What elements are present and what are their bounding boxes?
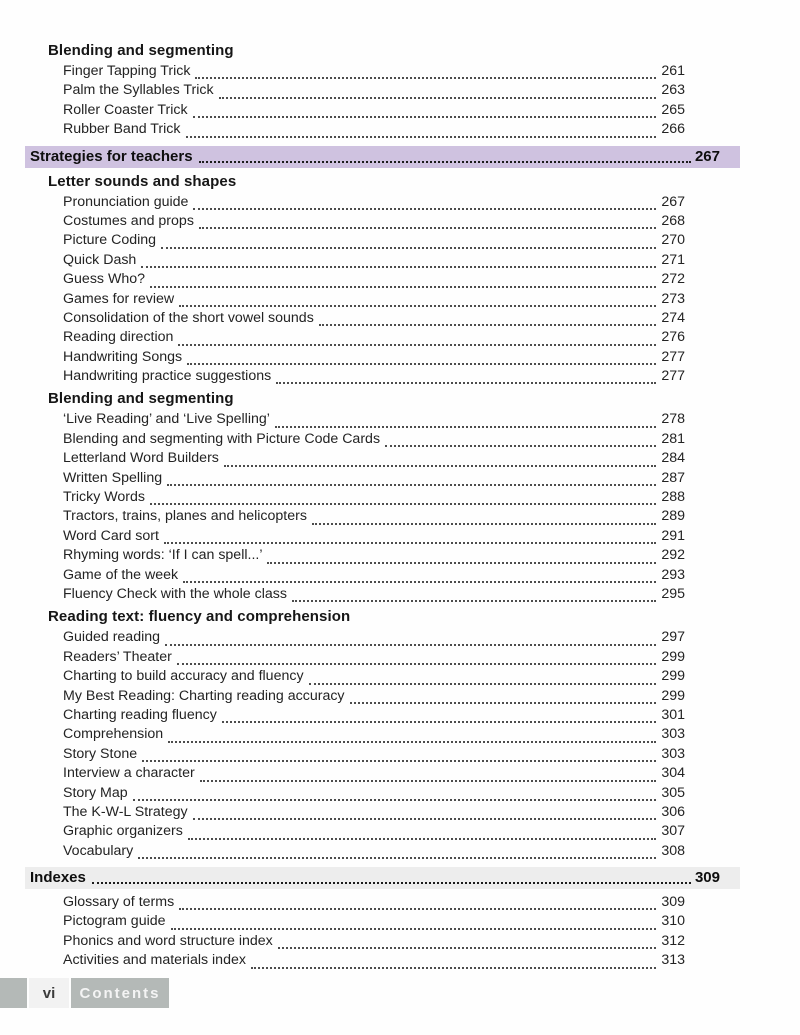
toc-entry	[0, 213, 800, 232]
toc-entry-label: Rhyming words: ‘If I can spell...’	[63, 547, 263, 564]
toc-page-number: 278	[661, 411, 685, 428]
toc-entry-label: Letterland Word Builders	[63, 450, 219, 467]
toc-page-number: 287	[661, 469, 685, 486]
toc-entry-label: Palm the Syllables Trick	[63, 82, 214, 99]
toc-entry-label: Picture Coding	[63, 232, 157, 249]
dotted-leader	[168, 741, 656, 743]
toc-page-number: 307	[661, 823, 685, 840]
toc-page-number: 273	[661, 290, 685, 307]
toc-entry	[0, 411, 800, 430]
toc-entry	[0, 508, 800, 527]
footer-contents-label: Contents	[71, 978, 169, 1008]
toc-page-number: 274	[661, 309, 685, 326]
toc-entry	[0, 726, 800, 745]
toc-entry	[0, 82, 800, 101]
toc-entry-label: The K-W-L Strategy	[63, 803, 188, 820]
toc-entry-label: Activities and materials index	[63, 952, 246, 969]
dotted-leader	[199, 227, 656, 229]
toc-entry	[0, 746, 800, 765]
dotted-leader	[292, 600, 656, 602]
dotted-leader	[150, 286, 656, 288]
toc-entry	[0, 329, 800, 348]
dotted-leader	[219, 97, 657, 99]
toc-entry-label: Glossary of terms	[63, 894, 175, 911]
toc-entry-label: Costumes and props	[63, 212, 194, 229]
toc-page-number: 272	[661, 271, 685, 288]
dotted-leader	[251, 967, 656, 969]
toc-entry-label: Games for review	[63, 290, 175, 307]
toc-subheading	[0, 42, 800, 63]
toc-subheading-label: Reading text: fluency and comprehension	[48, 608, 351, 626]
page-footer	[0, 978, 800, 1008]
dotted-leader	[178, 344, 656, 346]
toc-page-number: 266	[661, 121, 685, 138]
dotted-leader	[385, 445, 656, 447]
dotted-leader	[278, 947, 657, 949]
toc-page-number: 261	[661, 63, 685, 79]
toc-entry-label: Rubber Band Trick	[63, 121, 181, 138]
dotted-leader	[275, 426, 656, 428]
dotted-leader	[161, 247, 656, 249]
toc-entry-label: Finger Tapping Trick	[63, 63, 191, 79]
dotted-leader	[167, 484, 656, 486]
toc-entry-label: Handwriting Songs	[63, 348, 183, 365]
toc-page-number: 308	[661, 842, 685, 859]
dotted-leader	[142, 760, 656, 762]
toc-entry-label: Charting to build accuracy and fluency	[63, 668, 304, 685]
dotted-leader	[179, 908, 656, 910]
toc-entry	[0, 271, 800, 290]
toc-page-number: 312	[661, 932, 685, 949]
dotted-leader	[276, 382, 656, 384]
toc-entry-label: Tractors, trains, planes and helicopters	[63, 508, 307, 525]
dotted-leader	[195, 77, 656, 79]
toc-entry	[0, 668, 800, 687]
toc-entry-label: Pictogram guide	[63, 913, 166, 930]
toc-page-number: 299	[661, 687, 685, 704]
toc-entry	[0, 489, 800, 508]
toc-page-number: 276	[661, 329, 685, 346]
toc-entry-label: Fluency Check with the whole class	[63, 585, 287, 602]
toc-entry	[0, 102, 800, 121]
toc-entry	[0, 843, 800, 862]
toc-entry	[0, 785, 800, 804]
toc-entry-label: Phonics and word structure index	[63, 932, 273, 949]
toc-page-number: 303	[661, 745, 685, 762]
toc-page-number: 310	[661, 913, 685, 930]
toc-entry-label: Blending and segmenting with Picture Code Cards	[63, 430, 381, 447]
toc-entry	[0, 431, 800, 450]
dotted-leader	[188, 838, 656, 840]
toc-subheading	[0, 173, 800, 194]
dotted-leader	[164, 542, 656, 544]
dotted-leader	[193, 116, 657, 118]
toc-entry	[0, 629, 800, 648]
toc-entry-label: Game of the week	[63, 566, 179, 583]
toc-page-number: 265	[661, 101, 685, 118]
toc-section-band	[25, 867, 740, 889]
dotted-leader	[187, 363, 656, 365]
dotted-leader	[141, 266, 656, 268]
toc-entry-label: Tricky Words	[63, 489, 145, 506]
toc-entry-label: Strategies for teachers	[30, 147, 193, 165]
page-number: vi	[29, 978, 69, 1008]
toc-page-number: 284	[661, 450, 685, 467]
toc-entry-label: My Best Reading: Charting reading accuracy	[63, 687, 345, 704]
dotted-leader	[138, 857, 656, 859]
toc-entry	[0, 121, 800, 140]
toc-entry-label: Graphic organizers	[63, 823, 183, 840]
toc-entry-label: Indexes	[30, 869, 86, 887]
toc-entry	[0, 291, 800, 310]
dotted-leader	[179, 305, 656, 307]
toc-entry	[0, 470, 800, 489]
toc-entry	[0, 894, 800, 913]
toc-entry	[0, 368, 800, 387]
toc-page-number: 288	[661, 489, 685, 506]
toc-entry	[0, 194, 800, 213]
toc-page-number: 291	[661, 527, 685, 544]
toc-entry-label: Guided reading	[63, 629, 161, 646]
toc-entry-label: Comprehension	[63, 726, 164, 743]
toc-entry-label: Written Spelling	[63, 469, 163, 486]
dotted-leader	[222, 721, 657, 723]
toc-entry	[0, 823, 800, 842]
toc-page-number: 305	[661, 784, 685, 801]
toc-subheading-label: Letter sounds and shapes	[48, 172, 237, 190]
toc-entry-label: Handwriting practice suggestions	[63, 368, 272, 385]
toc-page-number: 292	[661, 547, 685, 564]
dotted-leader	[150, 503, 656, 505]
toc-entry-label: Readers’ Theater	[63, 648, 172, 665]
toc-page-number: 295	[661, 585, 685, 602]
toc-entry	[0, 450, 800, 469]
dotted-leader	[350, 702, 657, 704]
dotted-leader	[224, 465, 656, 467]
toc-entry	[0, 933, 800, 952]
toc-page-number: 313	[661, 952, 685, 969]
toc-entry-label: Pronunciation guide	[63, 193, 189, 210]
toc-entry-label: Story Map	[63, 784, 128, 801]
toc-entry	[0, 649, 800, 668]
toc-entry	[0, 586, 800, 605]
toc-page-number: 309	[661, 894, 685, 911]
toc-page-number: 268	[661, 212, 685, 229]
toc-page-number: 301	[661, 706, 685, 723]
toc-page-number: 263	[661, 82, 685, 99]
toc-entry-label: Interview a character	[63, 765, 195, 782]
dotted-leader	[133, 799, 657, 801]
toc-page-number: 271	[661, 251, 685, 268]
toc-section-band	[25, 146, 740, 168]
dotted-leader	[319, 324, 657, 326]
toc-page-number: 277	[661, 348, 685, 365]
toc-page-number: 297	[661, 629, 685, 646]
toc-page-number: 289	[661, 508, 685, 525]
toc-entry	[0, 310, 800, 329]
toc-entry	[0, 63, 800, 82]
toc-subheading	[0, 608, 800, 629]
toc-page-number: 267	[694, 147, 720, 165]
footer-strip	[0, 978, 27, 1008]
toc-entry-label: ‘Live Reading’ and ‘Live Spelling’	[63, 411, 270, 428]
toc-page-number: 270	[661, 232, 685, 249]
toc-entry	[0, 232, 800, 251]
dotted-leader	[193, 818, 657, 820]
toc-subheading-label: Blending and segmenting	[48, 42, 234, 59]
toc-page-number: 277	[661, 368, 685, 385]
dotted-leader	[199, 161, 691, 163]
toc-entry-label: Roller Coaster Trick	[63, 101, 188, 118]
toc-entry-label: Consolidation of the short vowel sounds	[63, 309, 314, 326]
toc-page-number: 306	[661, 803, 685, 820]
toc-entry	[0, 804, 800, 823]
toc-page-number: 281	[661, 430, 685, 447]
toc-entry	[0, 567, 800, 586]
toc-page-number: 303	[661, 726, 685, 743]
dotted-leader	[267, 562, 656, 564]
toc-entry	[0, 252, 800, 271]
toc-subheading-label: Blending and segmenting	[48, 390, 234, 408]
toc-entry-label: Vocabulary	[63, 842, 134, 859]
toc-entry	[0, 349, 800, 368]
toc-entry-label: Quick Dash	[63, 251, 137, 268]
toc-entry-label: Word Card sort	[63, 527, 159, 544]
toc-entry-label: Guess Who?	[63, 271, 146, 288]
toc-page-number: 299	[661, 668, 685, 685]
dotted-leader	[309, 683, 657, 685]
dotted-leader	[177, 663, 656, 665]
toc-entry	[0, 952, 800, 971]
dotted-leader	[312, 523, 656, 525]
toc-list	[0, 42, 800, 972]
dotted-leader	[92, 882, 691, 884]
toc-page-number: 299	[661, 648, 685, 665]
toc-page-number: 309	[694, 869, 720, 887]
dotted-leader	[165, 644, 656, 646]
toc-entry	[0, 528, 800, 547]
dotted-leader	[171, 928, 657, 930]
toc-page-number: 304	[661, 765, 685, 782]
toc-entry	[0, 688, 800, 707]
toc-subheading	[0, 390, 800, 411]
dotted-leader	[183, 581, 656, 583]
toc-entry	[0, 547, 800, 566]
toc-entry	[0, 707, 800, 726]
toc-entry-label: Charting reading fluency	[63, 706, 217, 723]
toc-entry	[0, 765, 800, 784]
toc-entry-label: Reading direction	[63, 329, 174, 346]
toc-entry-label: Story Stone	[63, 745, 138, 762]
dotted-leader	[186, 136, 657, 138]
toc-page-number: 267	[661, 193, 685, 210]
dotted-leader	[200, 780, 657, 782]
dotted-leader	[193, 208, 656, 210]
toc-page-number: 293	[661, 566, 685, 583]
toc-entry	[0, 913, 800, 932]
